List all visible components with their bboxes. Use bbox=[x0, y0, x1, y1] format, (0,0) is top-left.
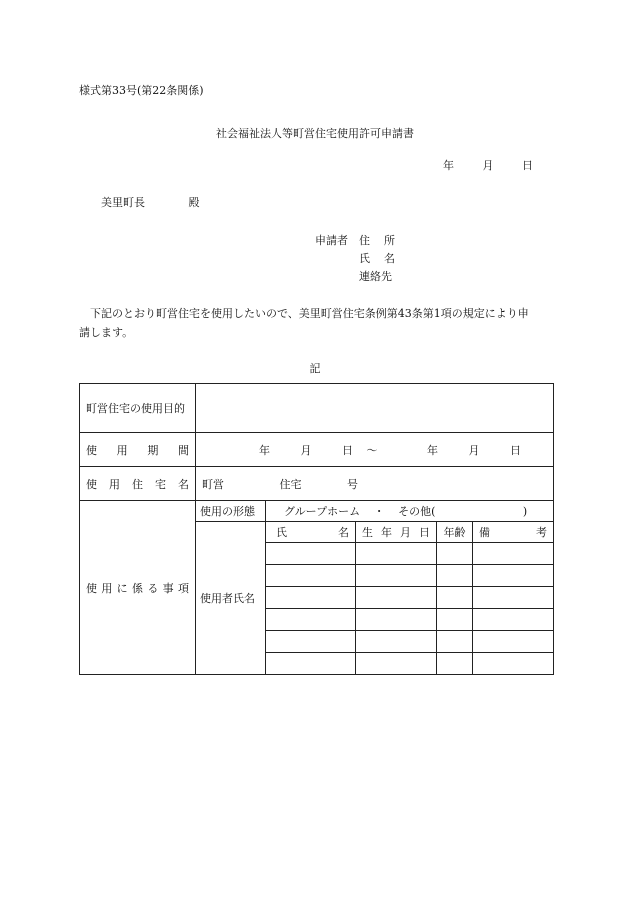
user-birthdate-cell[interactable] bbox=[356, 653, 437, 675]
user-remarks-cell[interactable] bbox=[473, 609, 554, 631]
applicant-contact-label: 連絡先 bbox=[359, 270, 392, 283]
user-remarks-cell[interactable] bbox=[473, 543, 554, 565]
house-field[interactable]: 町営 住宅 号 bbox=[196, 467, 554, 501]
application-table bbox=[79, 383, 554, 675]
user-name-cell[interactable] bbox=[266, 631, 356, 653]
header-birthdate: 生 年 月 日 bbox=[356, 522, 437, 543]
ki-heading: 記 bbox=[309, 362, 321, 375]
form-number: 様式第33号(第22条関係) bbox=[79, 84, 204, 97]
period-label: 使 用 期 間 bbox=[80, 433, 196, 467]
users-label: 使用者氏名 bbox=[196, 522, 266, 675]
user-remarks-cell[interactable] bbox=[473, 631, 554, 653]
usage-form-label: 使用の形態 bbox=[196, 501, 266, 522]
purpose-label: 町営住宅の使用目的 bbox=[80, 384, 196, 433]
addressee bbox=[101, 194, 200, 210]
user-remarks-cell[interactable] bbox=[473, 587, 554, 609]
user-age-cell[interactable] bbox=[437, 653, 473, 675]
user-name-cell[interactable] bbox=[266, 653, 356, 675]
period-row bbox=[80, 433, 554, 467]
user-birthdate-cell[interactable] bbox=[356, 631, 437, 653]
user-birthdate-cell[interactable] bbox=[356, 565, 437, 587]
user-remarks-cell[interactable] bbox=[473, 565, 554, 587]
header-age: 年齢 bbox=[437, 522, 473, 543]
usage-form-row bbox=[80, 501, 554, 522]
user-age-cell[interactable] bbox=[437, 631, 473, 653]
house-label: 使 用 住 宅 名 bbox=[80, 467, 196, 501]
user-birthdate-cell[interactable] bbox=[356, 609, 437, 631]
user-name-cell[interactable] bbox=[266, 543, 356, 565]
user-age-cell[interactable] bbox=[437, 543, 473, 565]
addressee-name: 美里町長 bbox=[101, 196, 145, 209]
applicant-address-label: 住 所 bbox=[359, 234, 395, 247]
house-row bbox=[80, 467, 554, 501]
document-title: 社会福祉法人等町営住宅使用許可申請書 bbox=[216, 127, 414, 140]
user-name-cell[interactable] bbox=[266, 565, 356, 587]
applicant-label: 申請者 bbox=[315, 234, 348, 247]
option-other[interactable]: その他( bbox=[398, 505, 436, 518]
addressee-honorific: 殿 bbox=[188, 196, 200, 209]
date-year: 年 bbox=[443, 159, 454, 172]
period-field[interactable]: 年 月 日 ～ 年 月 日 bbox=[196, 433, 554, 467]
user-remarks-cell[interactable] bbox=[473, 653, 554, 675]
user-age-cell[interactable] bbox=[437, 609, 473, 631]
body-text-line-1: 下記のとおり町営住宅を使用したいので、美里町営住宅条例第43条第1項の規定により申 bbox=[90, 307, 529, 320]
user-birthdate-cell[interactable] bbox=[356, 543, 437, 565]
option-group-home[interactable]: グループホーム bbox=[284, 505, 361, 518]
user-age-cell[interactable] bbox=[437, 587, 473, 609]
usage-form-options[interactable]: グループホーム ・ その他( ) bbox=[266, 501, 554, 522]
user-name-cell[interactable] bbox=[266, 609, 356, 631]
user-name-cell[interactable] bbox=[266, 587, 356, 609]
applicant-name-label: 氏 名 bbox=[359, 252, 395, 265]
user-age-cell[interactable] bbox=[437, 565, 473, 587]
purpose-row bbox=[80, 384, 554, 433]
date-line bbox=[443, 157, 533, 173]
header-remarks: 備 考 bbox=[473, 522, 554, 543]
date-day: 日 bbox=[522, 159, 533, 172]
header-name: 氏 名 bbox=[266, 522, 356, 543]
date-month: 月 bbox=[482, 159, 494, 172]
user-birthdate-cell[interactable] bbox=[356, 587, 437, 609]
purpose-field[interactable] bbox=[196, 384, 554, 433]
matters-label: 使 用 に 係 る 事 項 bbox=[80, 501, 196, 675]
body-text-line-2: 請します。 bbox=[79, 326, 134, 339]
